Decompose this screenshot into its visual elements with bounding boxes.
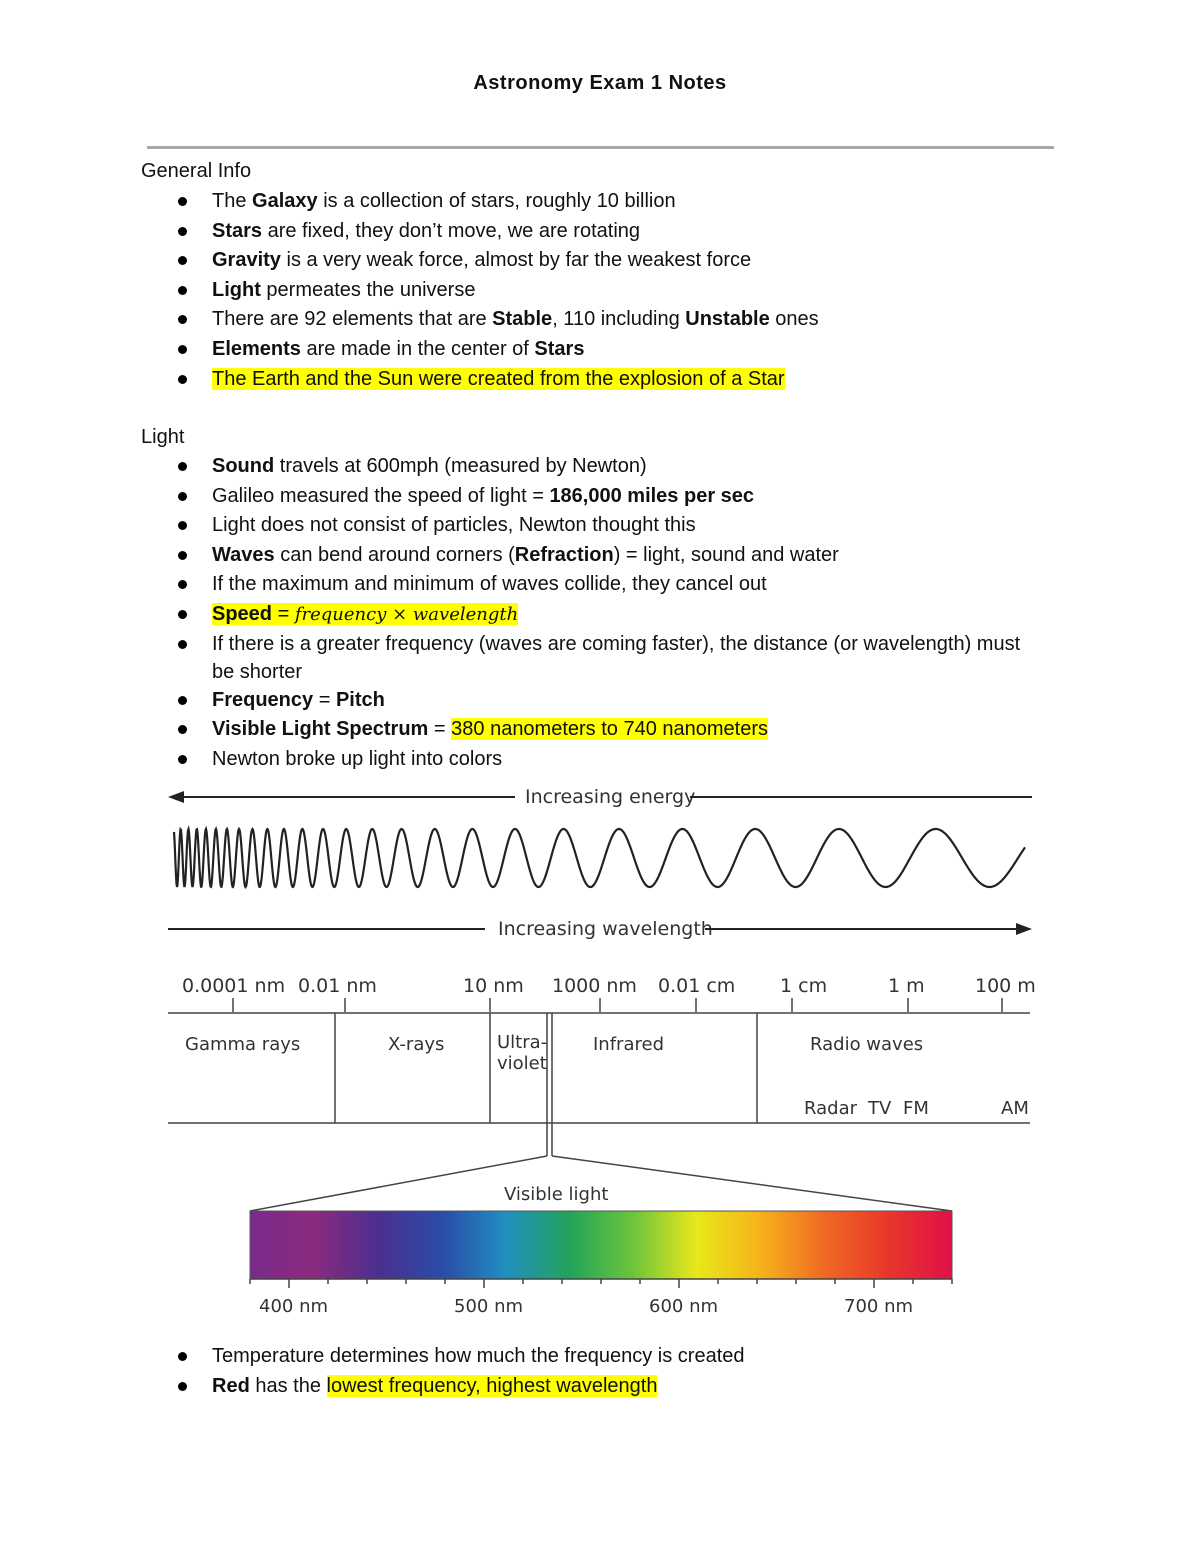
- list-item: Waves can bend around corners (Refraction) = light, sound and water: [0, 541, 1042, 571]
- wave-curve: [174, 829, 1025, 887]
- scale-label: 0.01 nm: [298, 975, 377, 997]
- band-label-gamma: Gamma rays: [185, 1034, 301, 1055]
- page-title: Astronomy Exam 1 Notes: [473, 72, 727, 94]
- list-item: Light permeates the universe: [0, 276, 1042, 306]
- visible-tick-label: 400 nm: [259, 1296, 329, 1317]
- highlighted-equation: Speed = frequency × wavelength: [212, 602, 519, 625]
- band-label-fm: FM: [903, 1098, 929, 1119]
- list-item: If there is a greater frequency (waves are coming faster), the distance (or wavelength) must be shorter: [0, 630, 1042, 686]
- band-label-xray: X-rays: [388, 1034, 445, 1055]
- visible-spectrum-ticks: [250, 1279, 952, 1317]
- list-item: Stars are fixed, they don’t move, we are rotating: [0, 217, 1042, 247]
- scale-label: 0.0001 nm: [182, 975, 286, 997]
- visible-tick-label: 600 nm: [649, 1296, 719, 1317]
- energy-arrow-head: [168, 791, 184, 803]
- scale-label: 100 m: [975, 975, 1036, 997]
- scale-label: 0.01 cm: [658, 975, 736, 997]
- scale-label: 1000 nm: [552, 975, 637, 997]
- highlighted-text: The Earth and the Sun were created from the explosion of a Star: [212, 367, 785, 390]
- scale-label: 1 cm: [780, 975, 828, 997]
- list-item: If the maximum and minimum of waves collide, they cancel out: [0, 570, 1042, 600]
- wavelength-arrow-head: [1016, 923, 1032, 935]
- list-item: Red has the lowest frequency, highest wavelength: [0, 1372, 1042, 1402]
- list-item: Gravity is a very weak force, almost by far the weakest force: [0, 246, 1042, 276]
- list-item: There are 92 elements that are Stable, 110 including Unstable ones: [0, 305, 1042, 335]
- list-item: [0, 600, 1042, 630]
- visible-light-label: Visible light: [504, 1184, 609, 1205]
- horizontal-divider: [147, 146, 1054, 149]
- band-label-radio: Radio waves: [810, 1034, 924, 1055]
- band-label-am: AM: [1001, 1098, 1029, 1119]
- list-item: Newton broke up light into colors: [0, 745, 1042, 775]
- light-list: [0, 452, 1042, 774]
- list-item: Sound travels at 600mph (measured by Newton): [0, 452, 1042, 482]
- zoom-line-right: [552, 1156, 952, 1211]
- scale-label: 1 m: [888, 975, 925, 997]
- list-item: [0, 365, 1042, 395]
- band-label-ultraviolet-1: Ultra-: [497, 1032, 548, 1053]
- highlighted-text: lowest frequency, highest wavelength: [326, 1374, 658, 1397]
- highlighted-text: 380 nanometers to 740 nanometers: [451, 718, 769, 741]
- band-label-ultraviolet-2: violet: [497, 1053, 547, 1074]
- band-label-tv: TV: [868, 1098, 892, 1119]
- increasing-wavelength-label: Increasing wavelength: [498, 918, 713, 940]
- increasing-energy-label: Increasing energy: [525, 786, 696, 808]
- list-item: Galileo measured the speed of light = 186,000 miles per sec: [0, 482, 1042, 512]
- list-item: Temperature determines how much the frequency is created: [0, 1342, 1042, 1372]
- list-item: Elements are made in the center of Stars: [0, 335, 1042, 365]
- list-item: The Galaxy is a collection of stars, roughly 10 billion: [0, 187, 1042, 217]
- list-item: Light does not consist of particles, Newton thought this: [0, 511, 1042, 541]
- band-label-infrared: Infrared: [593, 1034, 664, 1055]
- section-heading-general-info: General Info: [141, 160, 252, 182]
- electromagnetic-spectrum-diagram: [160, 776, 1040, 1326]
- wavelength-scale: [182, 975, 1036, 1012]
- band-label-radar: Radar: [804, 1098, 857, 1119]
- list-item: Frequency = Pitch: [0, 686, 1042, 716]
- section-heading-light: Light: [141, 426, 185, 448]
- scale-label: 10 nm: [463, 975, 524, 997]
- list-item: Visible Light Spectrum = 380 nanometers to 740 nanometers: [0, 715, 1042, 745]
- visible-spectrum-gradient: [250, 1211, 952, 1279]
- after-figure-list: [0, 1342, 1042, 1401]
- visible-tick-label: 500 nm: [454, 1296, 524, 1317]
- general-info-list: [0, 187, 1042, 394]
- visible-tick-label: 700 nm: [844, 1296, 914, 1317]
- zoom-line-left: [250, 1156, 547, 1211]
